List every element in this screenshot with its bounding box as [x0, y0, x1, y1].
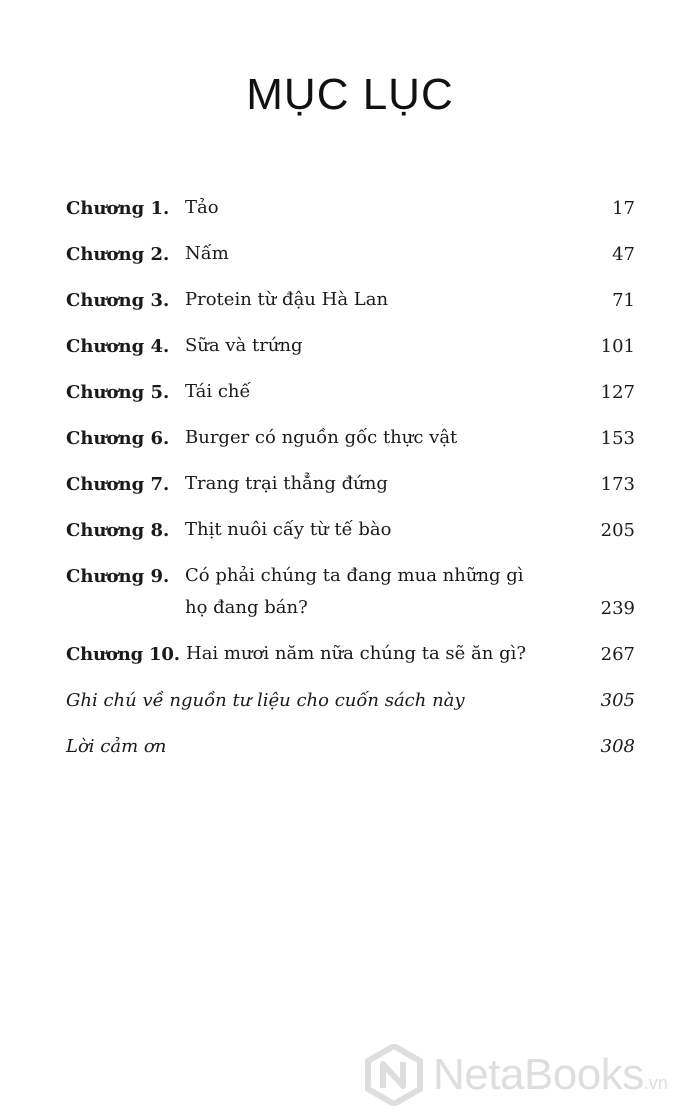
section-title: Lời cảm ơn: [66, 736, 167, 757]
chapter-title: Tảo: [185, 197, 219, 218]
page-number: 173: [600, 474, 635, 495]
chapter-title: Trang trại thẳng đứng: [185, 473, 388, 494]
page-number: 239: [600, 598, 635, 619]
chapter-title: Nấm: [185, 243, 229, 264]
chapter-label: Chương 3.: [66, 290, 170, 311]
chapter-label: Chương 4.: [66, 336, 170, 357]
page-number: 71: [612, 290, 635, 311]
chapter-title: Protein từ đậu Hà Lan: [185, 289, 389, 310]
chapter-title: Sữa và trứng: [185, 335, 303, 356]
chapter-title: [185, 560, 565, 624]
toc-row[interactable]: [66, 379, 635, 425]
page-number: 127: [600, 382, 635, 403]
chapter-title: Thịt nuôi cấy từ tế bào: [185, 519, 392, 540]
toc-row[interactable]: [66, 471, 635, 517]
toc-row[interactable]: [66, 641, 635, 687]
page-number: 47: [612, 244, 635, 265]
chapter-label: Chương 9.: [66, 566, 170, 587]
section-title: Ghi chú về nguồn tư liệu cho cuốn sách này: [66, 690, 465, 711]
chapter-title-line-1: Có phải chúng ta đang mua những gì: [185, 565, 524, 586]
page-number: 17: [612, 198, 635, 219]
page-title: MỤC LỤC: [246, 70, 454, 119]
toc-row[interactable]: [66, 287, 635, 333]
page-number: 308: [600, 736, 635, 757]
toc-row[interactable]: [66, 195, 635, 241]
chapter-title: Burger có nguồn gốc thực vật: [185, 427, 458, 448]
watermark-text: [433, 1050, 668, 1100]
chapter-label: Chương 6.: [66, 428, 170, 449]
page-number: 267: [600, 644, 635, 665]
toc-row[interactable]: [66, 563, 635, 641]
toc-row-acknowledgements[interactable]: [66, 733, 635, 779]
watermark: [363, 1040, 693, 1110]
toc-row[interactable]: [66, 517, 635, 563]
watermark-brand: NetaBooks: [433, 1050, 644, 1099]
toc-row[interactable]: [66, 241, 635, 287]
chapter-label: Chương 10.: [66, 644, 180, 665]
page-number: 205: [600, 520, 635, 541]
chapter-title: Tái chế: [185, 381, 251, 402]
toc-row-notes[interactable]: [66, 687, 635, 733]
chapter-label: Chương 5.: [66, 382, 170, 403]
page-number: 153: [600, 428, 635, 449]
page-number: 305: [600, 690, 635, 711]
watermark-suffix: .vn: [643, 1073, 668, 1093]
chapter-title-line-2: họ đang bán?: [185, 597, 308, 618]
table-of-contents: [66, 195, 635, 779]
toc-row[interactable]: [66, 425, 635, 471]
chapter-label: Chương 8.: [66, 520, 170, 541]
chapter-title: Hai mươi năm nữa chúng ta sẽ ăn gì?: [186, 643, 527, 664]
page-number: 101: [600, 336, 635, 357]
brand-logo-icon: [363, 1044, 425, 1106]
chapter-label: Chương 7.: [66, 474, 170, 495]
toc-row[interactable]: [66, 333, 635, 379]
chapter-label: Chương 2.: [66, 244, 170, 265]
chapter-label: Chương 1.: [66, 198, 170, 219]
